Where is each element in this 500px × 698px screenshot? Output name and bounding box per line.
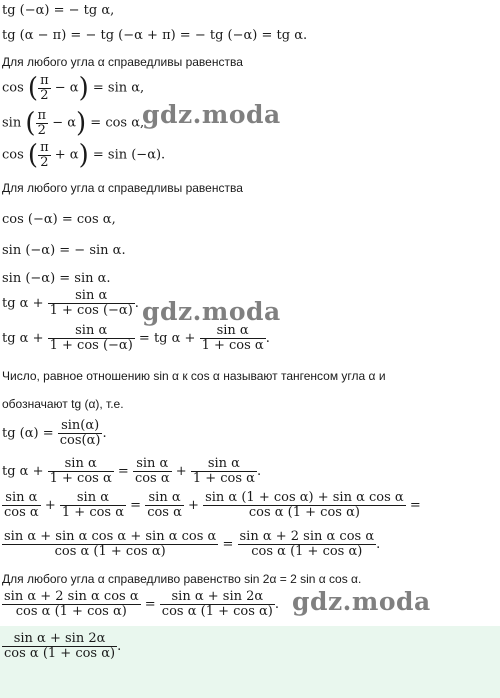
text-line: Для любого угла α справедливы равенства xyxy=(2,181,243,195)
text-line: Для любого угла α справедливо равенство sin 2α = 2 sin α cos α. xyxy=(2,572,362,586)
watermark-logo: gdz.moda xyxy=(142,297,281,326)
formula-line: $\frac{\text{sin α}}{\text{cos α}}$ + $\frac{\text{sin α}}{\text{1 + cos α}}$ = $\frac{\text{sin α}}{\text{cos α}}$ + $\frac{\text{sin α (1 + cos α) + sin α cos α}}{\text{cos α (1 + cos α)}}$ = xyxy=(4,490,421,520)
text-line: обозначают tg (α), т.е. xyxy=(2,397,124,411)
formula-line: tg α + $\frac{\text{sin α}}{\text{1 + cos α}}$ = $\frac{\text{sin α}}{\text{cos α}}$ + $\frac{\text{sin α}}{\text{1 + cos α}}$ . xyxy=(2,456,262,486)
watermark-logo: gdz.moda xyxy=(292,587,431,616)
formula-line: cos ( $\frac{\pi}{2}$ − α) = sin α, xyxy=(2,72,145,104)
formula-line: sin (−α) = sin α. xyxy=(2,271,111,286)
formula-line: cos (−α) = cos α, xyxy=(2,212,116,227)
formula-line: $\frac{\text{sin α + 2 sin α cos α}}{\text{cos α (1 + cos α)}}$ = $\frac{\text{sin α + sin 2α}}{\text{cos α (1 + cos α)}}$ . xyxy=(4,589,280,619)
formula-line: tg α + $\frac{\text{sin α}}{1 + \cos (-\alpha)}$ . xyxy=(2,288,139,318)
formula-line: tg (−α) = − tg α, xyxy=(2,3,115,18)
formula-line: tg (α) = $\frac{\sin(\alpha)}{\cos(\alpha)}$ . xyxy=(2,418,107,448)
formula-line-answer: $\frac{\text{sin α + sin 2α}}{\text{cos α (1 + cos α)}}$ . xyxy=(4,631,122,661)
text-line: Для любого угла α справедливы равенства xyxy=(2,55,243,69)
text-line: Число, равное отношению sin α к cos α называют тангенсом угла α и xyxy=(2,369,386,383)
formula-line: sin (−α) = − sin α. xyxy=(2,243,126,258)
formula-line: sin ( $\frac{\pi}{2}$ − α) = cos α, xyxy=(2,107,145,139)
formula-line: tg (α − π) = − tg (−α + π) = − tg (−α) = tg α. xyxy=(2,28,308,43)
formula-line: cos ( $\frac{\pi}{2}$ + α) = sin (−α). xyxy=(2,139,166,171)
formula-line: $\frac{\text{sin α + sin α cos α + sin α cos α}}{\text{cos α (1 + cos α)}}$ = $\frac{\text{sin α + 2 sin α cos α}}{\text{cos α (1 + cos α)}}$ . xyxy=(4,529,381,559)
watermark-logo: gdz.moda xyxy=(142,100,281,129)
formula-line: tg α + $\frac{\text{sin α}}{1 + \cos (-\alpha)}$ = tg α + $\frac{\text{sin α}}{\text{1 + cos α}}$ . xyxy=(2,323,270,353)
